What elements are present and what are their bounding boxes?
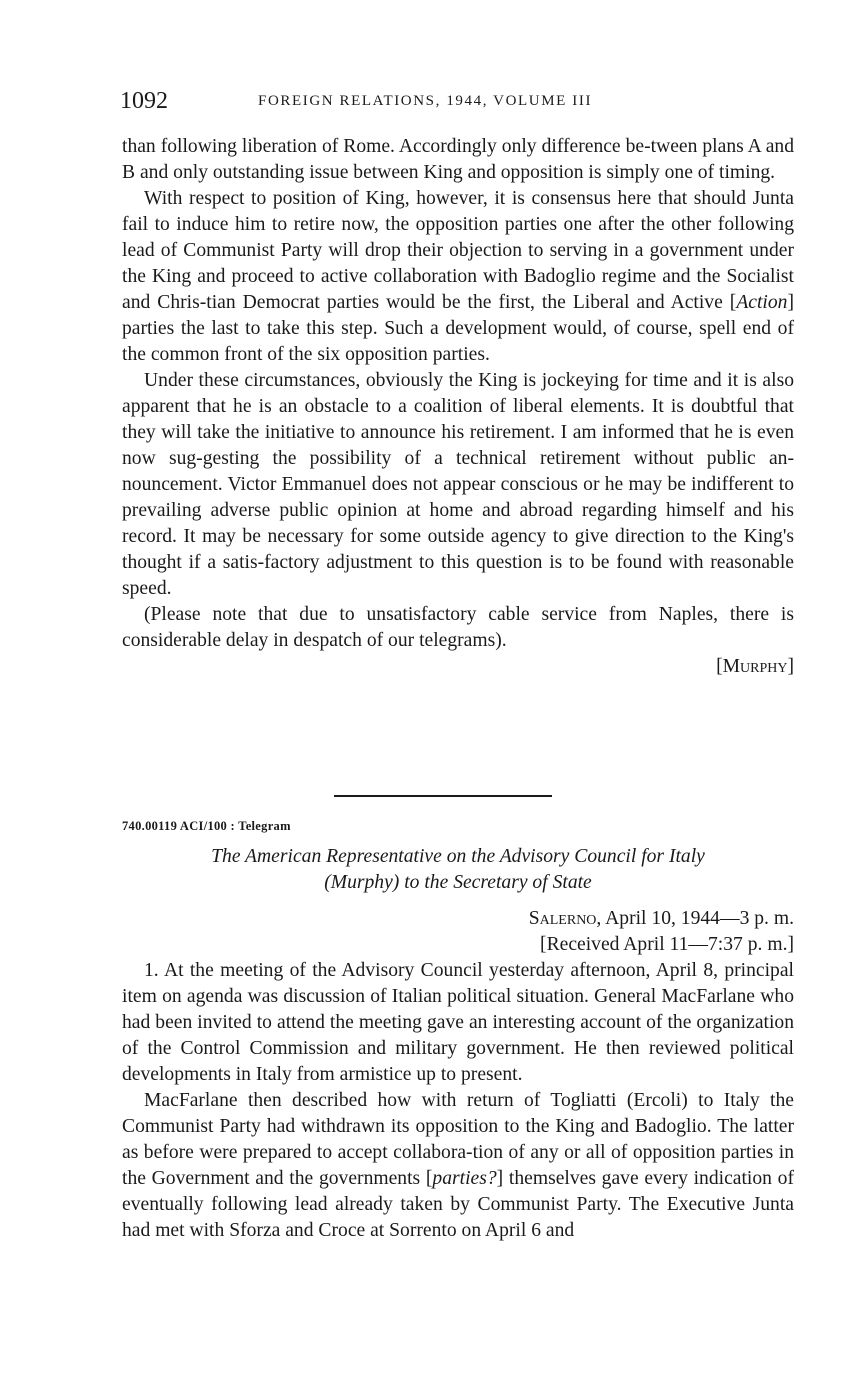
dateline (122, 906, 794, 932)
paragraph-3: Under these circumstances, obviously the King is jockeying for time and it is also apparent that he is an obstacle to a coalition of liberal elements. It is doubtful that they will take the initiative to announce his retirement. I am informed that he is even now sug-gesting the possibility of a technical retirement without public an-nouncement. Victor Emmanuel does not appear conscious or he may be indifferent to prevailing adverse public opinion at home and abroad regarding himself and his record. It may be necessary for some outside agency to give direction to the King's thought if a satis-factory adjustment to this question is to be found with reasonable speed. (122, 370, 794, 599)
signature (122, 654, 794, 680)
paragraph-1: than following liberation of Rome. Accordingly only difference be-tween plans A and B and only outstanding issue between King and opposition is simply one of timing. (122, 136, 794, 183)
telegram-document (122, 815, 794, 1244)
paragraph-6 (122, 1088, 794, 1244)
document-title-line-1: The American Representative on the Advisory Council for Italy (211, 846, 705, 867)
telegram-continuation (122, 134, 794, 680)
paragraph-5: 1. At the meeting of the Advisory Council yesterday afternoon, April 8, principal item on agenda was discussion of Italian political situation. General MacFarlane who had been invited to attend the meeting gave an interesting account of the organization of the Control Commission and military government. He then reviewed political developments in Italy from armistice up to present. (122, 960, 794, 1085)
paragraph-2-text-b: ] parties the last to take this step. Such a development would, of course, spell end of the common front of the six opposition parties. (122, 292, 794, 365)
paragraph-6-text-b: ] themselves gave every indication of eventually following lead already taken by Communist Party. The Executive Junta had met with Sforza and Croce at Sorrento on April 6 and (122, 1168, 794, 1241)
document-title (122, 844, 794, 896)
paragraph-4: (Please note that due to unsatisfactory cable service from Naples, there is considerable delay in despatch of our telegrams). (122, 604, 794, 651)
paragraph-2-text-a: With respect to position of King, however, it is consensus here that should Junta fail to induce him to retire now, the opposition parties one after the other following lead of Communist Party will drop their objection to serving in a government under the King and proceed to active collaboration with Badoglio regime and the Socialist and Chris-tian Democrat parties would be the first, the Liberal and Active [ (122, 188, 794, 313)
signature-text: [Murphy] (716, 656, 794, 677)
received-line: [Received April 11—7:37 p. m.] (540, 934, 794, 955)
paragraph-6-text-a: MacFarlane then described how with return of Togliatti (Ercoli) to Italy the Communist Party had withdrawn its opposition to the King and Badoglio. The latter as before were prepared to accept collabora-tion of any or all of opposition parties in the Government and the governments [ (122, 1090, 794, 1189)
page-header (120, 88, 796, 120)
dateline-date: , April 10, 1944—3 p. m. (596, 908, 794, 929)
paragraph-2 (122, 186, 794, 368)
paragraph-6-italic: parties? (432, 1168, 497, 1189)
page-number: 1092 (120, 88, 168, 114)
running-head: FOREIGN RELATIONS, 1944, VOLUME III (258, 93, 593, 109)
section-divider (334, 795, 552, 797)
paragraph-2-italic: Action (736, 292, 788, 313)
file-number: 740.00119 ACI/100 : Telegram (122, 819, 291, 833)
document-title-line-2: (Murphy) to the Secretary of State (324, 872, 592, 893)
dateline-place: Salerno (528, 908, 597, 929)
